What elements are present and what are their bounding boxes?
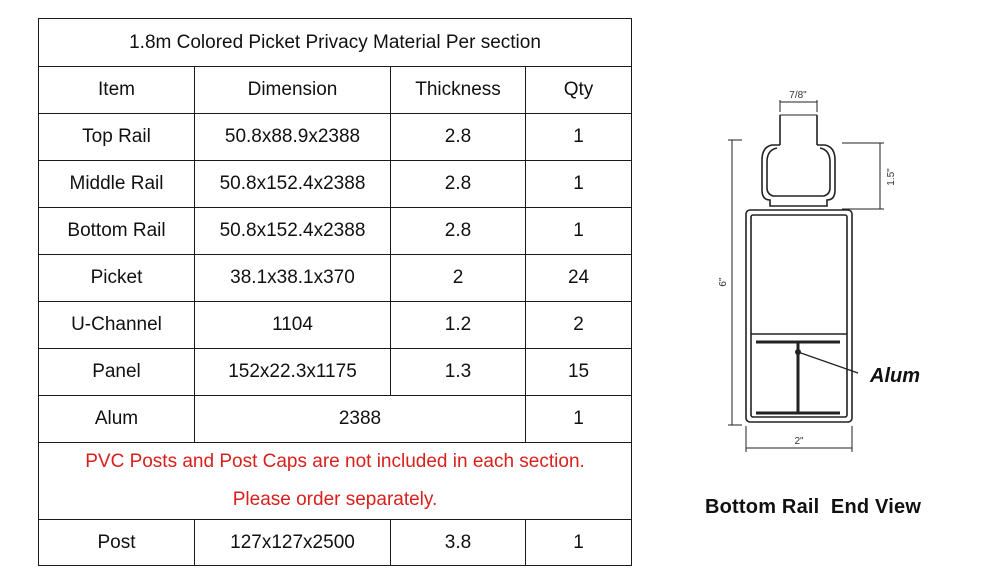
cell-qty: 24 xyxy=(526,255,632,302)
alum-callout-label: Alum xyxy=(870,365,920,387)
cell-thickness: 3.8 xyxy=(391,520,526,566)
dimension-label-bottom: 2" xyxy=(794,436,804,447)
table-row xyxy=(39,302,632,349)
dimension-line-top xyxy=(780,100,817,112)
dimension-label-top: 7/8" xyxy=(789,90,807,101)
rail-channel-inner xyxy=(767,148,830,196)
cell-qty: 1 xyxy=(526,161,632,208)
order-note-line-2: Please order separately. xyxy=(232,489,438,510)
material-table xyxy=(38,18,632,566)
cell-item: Picket xyxy=(39,255,195,302)
cell-thickness: 2.8 xyxy=(391,161,526,208)
order-note xyxy=(39,443,632,520)
alum-callout-dot xyxy=(795,349,801,355)
table-row xyxy=(39,208,632,255)
rail-channel-outer xyxy=(762,145,835,206)
table-row xyxy=(39,161,632,208)
cell-qty: 1 xyxy=(526,208,632,255)
table-header-row xyxy=(39,67,632,114)
cell-item: Panel xyxy=(39,349,195,396)
table-row-post xyxy=(39,520,632,566)
cell-item: Alum xyxy=(39,396,195,443)
header-qty: Qty xyxy=(526,67,632,114)
dimension-label-left: 6" xyxy=(718,277,729,287)
header-item: Item xyxy=(39,67,195,114)
cell-item: Post xyxy=(39,520,195,566)
cell-dimension: 50.8x152.4x2388 xyxy=(195,161,391,208)
cell-dimension: 2388 xyxy=(195,396,526,443)
cell-qty: 1 xyxy=(526,520,632,566)
rail-profile-svg xyxy=(680,80,980,480)
header-thickness: Thickness xyxy=(391,67,526,114)
cell-qty: 1 xyxy=(526,396,632,443)
cell-thickness: 2.8 xyxy=(391,208,526,255)
dimension-label-right: 1.5" xyxy=(886,168,897,186)
cell-item: Middle Rail xyxy=(39,161,195,208)
dimension-line-left xyxy=(728,140,742,425)
bottom-rail-end-view-drawing xyxy=(680,80,980,480)
cell-qty: 2 xyxy=(526,302,632,349)
cell-dimension: 152x22.3x1175 xyxy=(195,349,391,396)
table-row xyxy=(39,255,632,302)
order-note-line-1: PVC Posts and Post Caps are not included in each section. xyxy=(85,451,585,472)
cell-item: U-Channel xyxy=(39,302,195,349)
cell-thickness: 2 xyxy=(391,255,526,302)
cell-thickness: 1.3 xyxy=(391,349,526,396)
cell-dimension: 50.8x152.4x2388 xyxy=(195,208,391,255)
header-dimension: Dimension xyxy=(195,67,391,114)
cell-thickness: 2.8 xyxy=(391,114,526,161)
table-row xyxy=(39,349,632,396)
cell-thickness: 1.2 xyxy=(391,302,526,349)
table-row-alum xyxy=(39,396,632,443)
cell-item: Top Rail xyxy=(39,114,195,161)
cell-dimension: 38.1x38.1x370 xyxy=(195,255,391,302)
table-row xyxy=(39,114,632,161)
cell-qty: 1 xyxy=(526,114,632,161)
cell-qty: 15 xyxy=(526,349,632,396)
dimension-line-right xyxy=(842,143,884,209)
table-title: 1.8m Colored Picket Privacy Material Per section xyxy=(39,19,632,67)
cell-item: Bottom Rail xyxy=(39,208,195,255)
cell-dimension: 1104 xyxy=(195,302,391,349)
alum-leader-line xyxy=(798,352,858,373)
cell-dimension: 127x127x2500 xyxy=(195,520,391,566)
rail-tongue xyxy=(780,115,817,145)
cell-dimension: 50.8x88.9x2388 xyxy=(195,114,391,161)
diagram-caption: Bottom Rail End View xyxy=(705,496,922,518)
